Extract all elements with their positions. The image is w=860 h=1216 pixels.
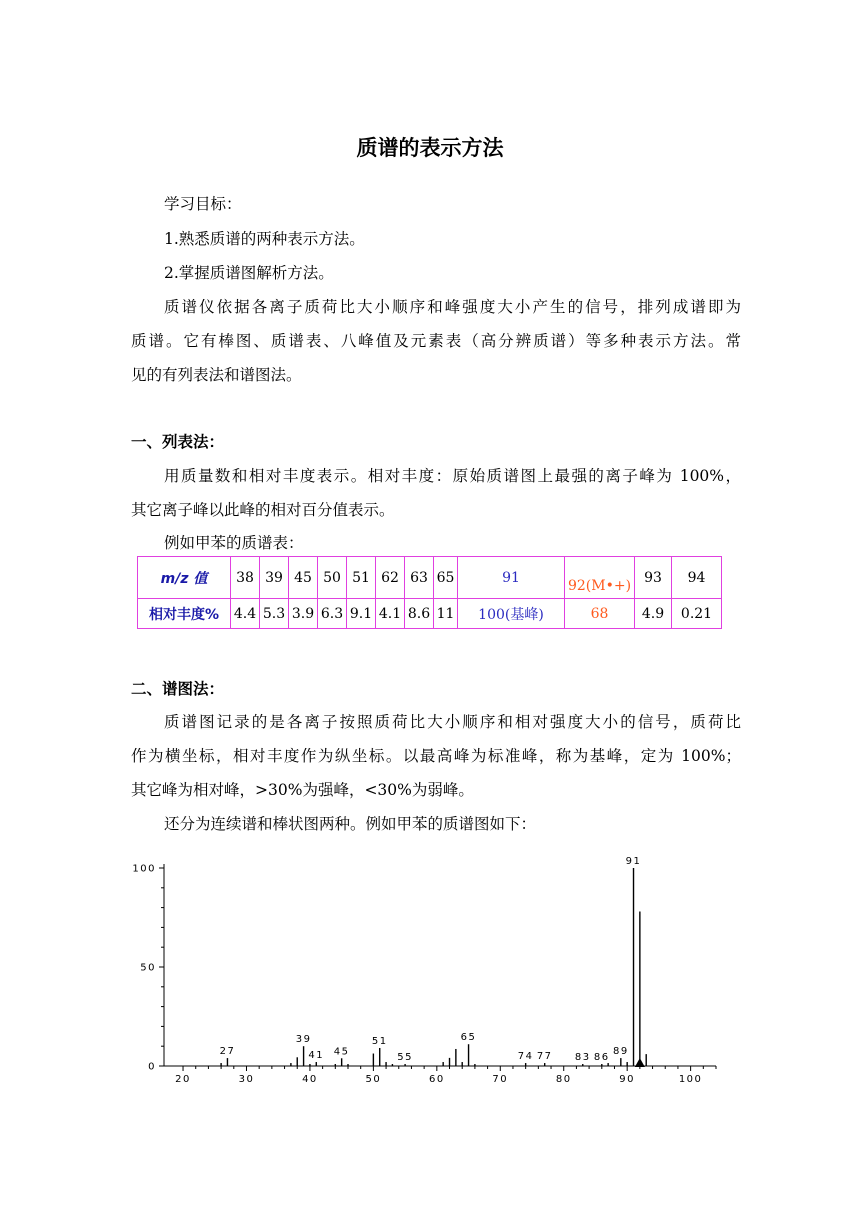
- mz-cell-base-peak: 91: [458, 557, 565, 599]
- x-tick-label: 90: [619, 1074, 636, 1085]
- abundance-cell: 3.9: [289, 599, 318, 629]
- peak-label: 86: [593, 1052, 610, 1064]
- mz-cell: 45: [289, 557, 318, 599]
- abundance-cell: 5.3: [260, 599, 289, 629]
- section2-line-2: 作为横坐标，相对丰度作为纵坐标。以最高峰为标准峰，称为基峰，定为 100%；: [131, 747, 741, 765]
- goal-2: 2.掌握质谱图解析方法。: [164, 264, 334, 282]
- peak-label: 74: [517, 1051, 534, 1063]
- x-tick-label: 20: [175, 1074, 191, 1085]
- section-heading-spectrum-method: 二、谱图法：: [131, 680, 225, 698]
- mz-header: m/z 值: [138, 557, 231, 599]
- x-tick-label: 50: [365, 1074, 382, 1085]
- intro-paragraph-line-1: 质谱仪依据各离子质荷比大小顺序和峰强度大小产生的信号，排列成谱即为: [164, 298, 741, 316]
- table-row-abundance: [138, 599, 722, 629]
- page-title: 质谱的表示方法: [356, 136, 504, 160]
- mz-cell: 39: [260, 557, 289, 599]
- x-tick-label: 100: [678, 1074, 703, 1085]
- peak-label: 83: [574, 1052, 591, 1064]
- mz-cell: 38: [231, 557, 260, 599]
- peak-label: 41: [308, 1050, 325, 1062]
- section2-line-3: 其它峰为相对峰，>30%为强峰，<30%为弱峰。: [131, 781, 474, 799]
- abundance-cell-base-peak: 100(基峰): [458, 599, 565, 629]
- abundance-cell: 0.21: [672, 599, 722, 629]
- toluene-mass-spectrum-chart: [120, 848, 730, 1088]
- x-tick-label: 80: [555, 1074, 572, 1085]
- peak-label: 91: [625, 856, 642, 867]
- abundance-cell: 4.1: [376, 599, 405, 629]
- y-tick-label: 50: [140, 962, 156, 974]
- x-tick-label: 60: [428, 1074, 445, 1085]
- abundance-cell: 4.9: [635, 599, 672, 629]
- mz-cell: 63: [405, 557, 434, 599]
- toluene-mass-table: [137, 556, 722, 629]
- y-tick-label: 100: [132, 863, 156, 875]
- section1-line-1: 用质量数和相对丰度表示。相对丰度：原始质谱图上最强的离子峰为 100%，: [164, 467, 741, 485]
- mz-cell: 51: [347, 557, 376, 599]
- y-tick-label: 0: [148, 1061, 156, 1073]
- peak-label: 39: [295, 1034, 312, 1046]
- mz-cell: 94: [672, 557, 722, 599]
- intro-paragraph-line-2: 质谱。它有棒图、质谱表、八峰值及元素表（高分辨质谱）等多种表示方法。常: [131, 332, 741, 350]
- peak-label: 65: [460, 1032, 477, 1044]
- x-tick-label: 70: [492, 1074, 509, 1085]
- mz-cell: 65: [434, 557, 458, 599]
- mz-cell: 50: [318, 557, 347, 599]
- section2-line-1: 质谱图记录的是各离子按照质荷比大小顺序和相对强度大小的信号，质荷比: [164, 713, 741, 731]
- mz-cell: 62: [376, 557, 405, 599]
- section-heading-list-method: 一、列表法：: [131, 433, 225, 451]
- chart-caption: 还分为连续谱和棒状图两种。例如甲苯的质谱图如下：: [164, 815, 537, 833]
- abundance-cell: 6.3: [318, 599, 347, 629]
- intro-paragraph-line-3: 见的有列表法和谱图法。: [131, 366, 302, 384]
- table-row-mz: [138, 557, 722, 599]
- peak-label: 89: [612, 1046, 629, 1058]
- abundance-cell: 4.4: [231, 599, 260, 629]
- mz-cell-molecular-ion: 92(M•+): [565, 557, 635, 599]
- goal-1: 1.熟悉质谱的两种表示方法。: [164, 230, 365, 248]
- table-caption: 例如甲苯的质谱表：: [164, 534, 304, 552]
- peak-label: 51: [371, 1035, 388, 1047]
- abundance-cell: 8.6: [405, 599, 434, 629]
- goals-label: 学习目标：: [164, 195, 242, 213]
- x-tick-label: 40: [302, 1074, 318, 1085]
- peak-label: 55: [397, 1052, 413, 1064]
- abundance-cell: 11: [434, 599, 458, 629]
- peak-label: 27: [219, 1046, 236, 1058]
- peak-label: 45: [333, 1046, 350, 1058]
- peak-label: 77: [536, 1051, 553, 1063]
- x-tick-label: 30: [238, 1074, 255, 1085]
- molecular-ion-marker-icon: [635, 1058, 645, 1067]
- section1-line-2: 其它离子峰以此峰的相对百分值表示。: [131, 501, 395, 519]
- abundance-header: 相对丰度%: [138, 599, 231, 629]
- abundance-cell-molecular-ion: 68: [565, 599, 635, 629]
- abundance-cell: 9.1: [347, 599, 376, 629]
- mz-cell: 93: [635, 557, 672, 599]
